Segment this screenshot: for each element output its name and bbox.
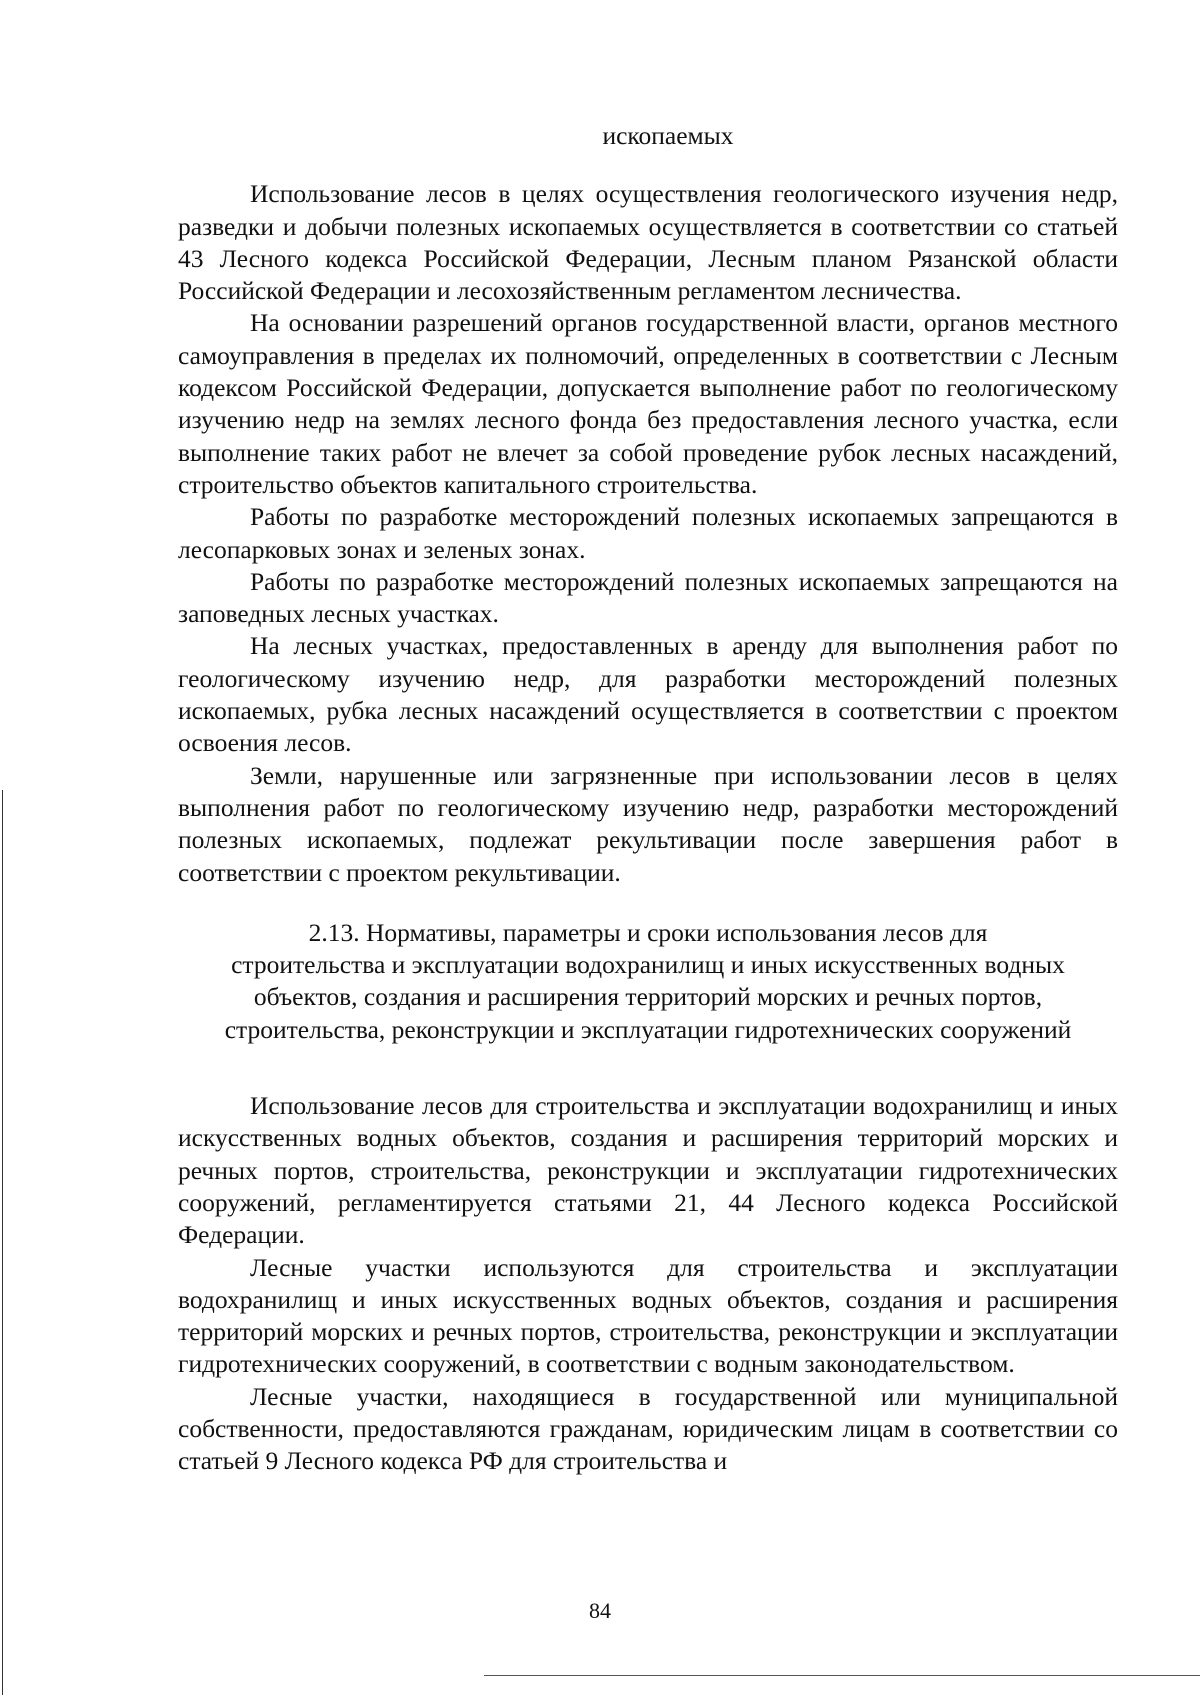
paragraph-plots-ownership: Лесные участки, находящиеся в государственной или муниципальной собственности, предоставляются гражданам, юридическим лицам в соответствии со статьей 9 Лесного кодекса РФ для строительства и (178, 1381, 1118, 1476)
paragraph-permissions: На основании разрешений органов государственной власти, органов местного самоуправления в пределах их полномочий, определенных в соответствии с Лесным кодексом Российской Федерации, допускается выполнение работ по геологическому изучению недр на землях лесного фонда без предоставления лесного участка, если выполнение таких работ не влечет за собой проведение рубок лесных насаждений, строительство объектов капитального строительства. (178, 308, 1118, 499)
paragraph-plots-usage: Лесные участки используются для строительства и эксплуатации водохранилищ и иных искусственных водных объектов, создания и расширения территорий морских и речных портов, строительства, реконструкции и эксплуатации гидротехнических сооружений, в соответствии с водным законодательством. (178, 1252, 1118, 1379)
paragraph-geology-usage: Использование лесов в целях осуществления геологического изучения недр, разведки и добычи полезных ископаемых осуществляется в соответствии со статьей 43 Лесного кодекса Российской Федерации, Лесным планом Рязанской области Российской Федерации и лесохозяйственным регламентом лесничества. (178, 179, 1118, 306)
section-title-2-13 (178, 917, 1118, 1046)
top-heading: ископаемых (602, 121, 734, 150)
section-title-line: строительства, реконструкции и эксплуатации гидротехнических сооружений (224, 1014, 1072, 1044)
paragraph-reservoir-usage: Использование лесов для строительства и эксплуатации водохранилищ и иных искусственных водных объектов, создания и расширения территорий морских и речных портов, строительства, реконструкции и эксплуатации гидротехнических сооружений, регламентируется статьями 21, 44 Лесного кодекса Российской Федерации. (178, 1091, 1118, 1250)
paragraph-lease-felling: На лесных участках, предоставленных в аренду для выполнения работ по геологическому изучению недр, для разработки месторождений полезных ископаемых, рубка лесных насаждений осуществляется в соответствии с проектом освоения лесов. (178, 631, 1118, 758)
paragraph-recultivation: Земли, нарушенные или загрязненные при использовании лесов в целях выполнения работ по геологическому изучению недр, разработки месторождений полезных ископаемых, подлежат рекультивации после завершения работ в соответствии с проектом рекультивации. (178, 760, 1118, 887)
paragraph-forest-park-ban: Работы по разработке месторождений полезных ископаемых запрещаются в лесопарковых зонах и зеленых зонах. (178, 502, 1118, 564)
scan-margin-line (2, 790, 3, 1695)
page-content (178, 120, 1118, 1478)
paragraph-reserve-ban: Работы по разработке месторождений полезных ископаемых запрещаются на заповедных лесных участках. (178, 566, 1118, 629)
page-number: 84 (589, 1598, 611, 1623)
scan-bottom-line (484, 1675, 1200, 1676)
section-title-line: 2.13. Нормативы, параметры и сроки использования лесов для (308, 917, 988, 947)
section-title-line: объектов, создания и расширения территорий морских и речных портов, (253, 982, 1043, 1012)
section-title-line: строительства и эксплуатации водохранилищ и иных искусственных водных (231, 950, 1065, 980)
